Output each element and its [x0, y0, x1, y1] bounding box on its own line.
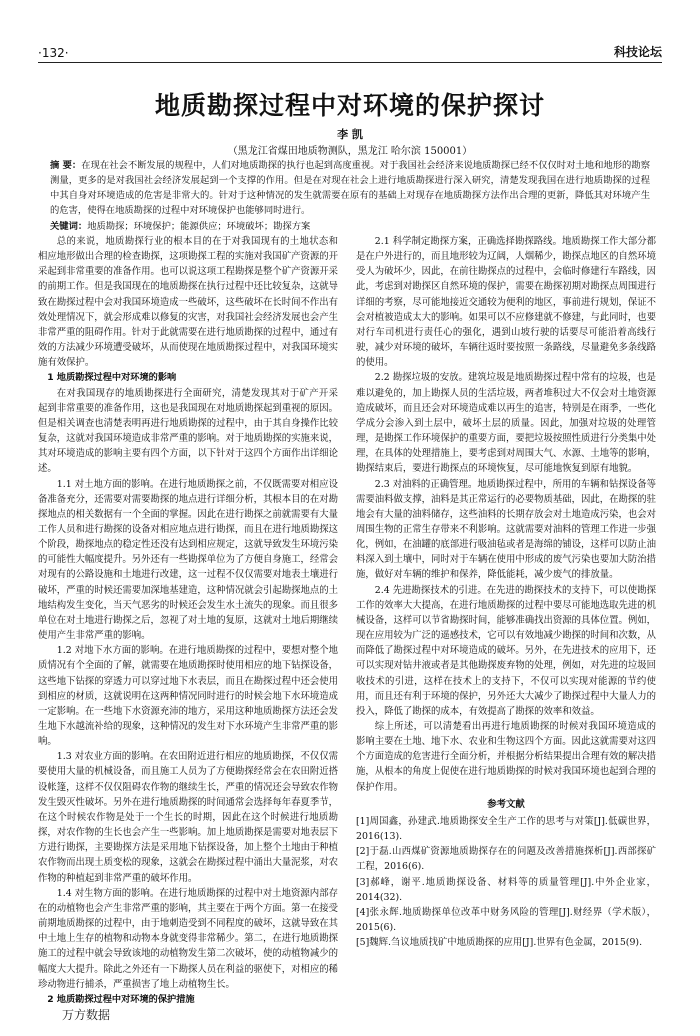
paragraph: 总的来说，地质勘探行业的根本目的在于对我国现有的土地状态和相应地形做出合理的检查勘探，这项勘探工程的实施对我国矿产资源的开采起到非常重要的准备作用。也可以说这项工程勘探是整个矿产资源开采的前期工作。但是我国现在的地质勘探在执行过程中还比较复杂，这就导致在勘探过程中会对我国环境造成一些破坏，这些破坏在长时间不作出有效处理情况下，就会形成难以修复的灾害，对我国社会经济发展也会产生非常严重的阻碍作用。针对于此就需要在进行地质勘探的过程中，通过有效的方法减少环境遭受破坏，从而使现在地质勘探过程中，对我国环境实施有效保护。 — [38, 236, 339, 369]
right-column — [356, 234, 656, 994]
watermark-footer: 万方数据 — [62, 1008, 111, 1022]
paragraph: 2.1 科学制定勘探方案，正确选择勘探路线。地质勘探工作大部分都是在户外进行的，而且地形较为辽阔，人烟稀少，勘探点地区的自然环境受人为破坏少，因此，在前往勘探点的过程中，会临时修建行车路线，因此，考虑到对勘探区自然环境的保护，需要在勘探初期对勘探点周围进行详细的考察，尽可能地接近交通较为便利的地区，事前进行规划，保证不会对植被造成太大的影响。如果可以不应修建就不修建，与此同时，也要对行车司机进行责任心的强化，遇到山坡行驶的话要尽可能沿着高线行驶，减少对环境的破坏，车辆往返时要按照一条路线，尽量避免多条线路的使用。 — [356, 236, 657, 369]
reference-item: [5]魏辉.刍议地质找矿中地质勘探的应用[J].世界有色金属，2015(9). — [356, 937, 643, 949]
abstract-label: 摘 要： — [50, 160, 82, 171]
references-heading: 参考文献 — [487, 798, 525, 810]
paragraph: 1.1 对土地方面的影响。在进行地质勘探之前，不仅既需要对相应设备准备充分，还需要对需要勘探的地点进行详细分析，其根本目的在对勘探地点的相关数据有一个全面的掌握。因此在进行勘探之前就需要有大量工作人员和进行勘探的设备对相应地点进行勘探，而且在进行地质勘探这个阶段，勘探地点的稳定性还没有达到相应规定，这就导致发生环境污染的可能性大幅度提升。另外还有一些勘探单位为了方便自身施工，经常会对现有的公路设施和土地进行改建，这一过程不仅仅需要对地表土壤进行破坏，严重的时候还需要加深地基建造，这种情况就会引起勘探地点的土地结构发生变化，当天气恶劣的时候还会发生水土流失的现象。而且很多单位在对土地进行勘探之后，忽视了对土地的复原，这就对土地后期继续使用产生非常严重的影响。 — [38, 478, 339, 642]
paragraph: 1.2 对地下水方面的影响。在进行地质勘探的过程中，要想对整个地质情况有个全面的了解，就需要在地质勘探时使用相应的地下钻探设备，这些地下钻探的穿透力可以穿过地下水表层，而且在勘探过程中还会使用到相应的材质，这就说明在这两种情况同时进行的时候会地下水环境造成一定影响。在一些地下水资源充沛的地方，采用这种地质勘探方法还会发生地下水越流补给的现象，这种情况的发生对下水环境产生非常严重的影响。 — [38, 645, 339, 748]
section-heading: 2 地质勘探过程中对环境的保护措施 — [47, 993, 195, 1005]
affiliation: （黑龙江省煤田地质物测队，黑龙江 哈尔滨 150001） — [227, 146, 473, 157]
journal-section: 科技论坛 — [613, 45, 662, 59]
header-rule — [38, 62, 662, 63]
author: 李 凯 — [337, 128, 363, 141]
paragraph: 1.4 对生物方面的影响。在进行地质勘探的过程中对土地资源内部存在的动植物也会产生非常严重的影响，其主要在于两个方面。第一在接受前期地质勘探的过程中，由于地刺造受到不同程度的破坏，这就导致在其中土地上生存的植物和动物本身就变得非常稀少。第二，在进行地质勘探施工的过程中就会导致该地的动植物发生第二次破坏，使的动植物减少的幅度大大提升。除此之外还有一下勘探人员在利益的驱使下，对相应的稀珍动物进行捕杀，严重损害了地上动植物生长。 — [38, 887, 339, 990]
paragraph: 2.3 对油料的正确管理。地质勘探过程中，所用的车辆和钻探设备等需要油料做支撑，油料是其正常运行的必要物质基础，因此，在勘探的驻地会有大量的油料储存，这些油料的长期存放会对土地造成污染，也会对周围生物的正常生存带来不利影响。这就需要对油料的管理工作进一步强化，例如，在油罐的底部进行吸油毡或者是海绵的铺设，这样可以防止油料深入到土壤中，同时对于车辆在使用中形成的废气污染也要加大防治措施，做好对车辆的维护和保养，降低能耗，减少废气的排放量。 — [356, 478, 657, 581]
abstract — [50, 158, 650, 218]
paragraph: 综上所述，可以清楚看出再进行地质勘探的时候对我国环境造成的影响主要在土地、地下水、农业和生物这四个方面。因此这就需要对这四个方面造成的危害进行全面分析，并根据分析结果提出合理有效的解决措施，从根本的角度上促使在进行地质勘探的时候对我国环境也起到合理的保护作用。 — [356, 721, 657, 793]
article-title: 地质勘探过程中对环境的保护探讨 — [154, 91, 545, 120]
reference-item: [3]郝峰，谢平.地质勘探设备、材料等的质量管理[J].中外企业家，2014(32). — [356, 876, 656, 903]
keywords-text: 地质勘探；环境保护；能源供应；环境破坏；勘探方案 — [87, 221, 311, 232]
paragraph: 2.2 勘探垃圾的安放。建筑垃圾是地质勘探过程中常有的垃圾，也是难以避免的，加上勘探人员的生活垃圾，两者堆积过大不仅会对土地资源造成破坏，而且还会对环境造成难以再生的追害，特别是在雨季，一些化学成分会渗入到土层中，破坏土层的质量。因此，加强对垃圾的处理管理，是勘探工作环境保护的重要方面，要把垃圾按照性质进行分类集中处理，在具体的处理措施上，要考虑到对周围大气、水源、土地等的影响，勘探结束后，要进行勘探点的环境恢复，尽可能地恢复到原有地貌。 — [356, 372, 657, 475]
reference-item: [2]于磊.山西煤矿资源地质勘探存在的问题及改善措施探析[J].西部探矿工程，2016(6). — [356, 846, 656, 873]
page-number: ·132· — [38, 46, 69, 60]
keywords — [50, 218, 650, 232]
left-column — [38, 234, 339, 1005]
paragraph: 2.4 先进勘探技术的引进。在先进的勘探技术的支持下，可以使勘探工作的效率大大提高，在进行地质勘探的过程中要尽可能地选取先进的机械设备，这样可以节省勘探时间，能够准确找出资源的具体位置。例如，现在应用较为广泛的遥感技术，它可以有效地减少勘探的时间和次数，从而降低了勘探过程中对环境造成的破坏。另外，在先进技术的应用下，还可以实现对钻井液或者是其他勘探废弃物的处理，例如，对先进的垃圾回收技术的引进，这样在技术上的支持下，不仅可以实现对能源的节约使用，而且还有利于环境的保护，另外还大大减少了勘探过程中大量人力的投入，降低了勘探的成本，有效提高了勘探的效率和效益。 — [356, 584, 657, 717]
paragraph: 1.3 对农业方面的影响。在农田附近进行相应的地质勘探，不仅仅需要使用大量的机械设备，而且施工人员为了方便勘探经常会在农田附近搭设帐篷，这样不仅仅阻碍农作物的继续生长，严重的情况还会导致农作物发生毁灭性破坏。另外在进行地质勘探的时间通常会选择每年春夏季节，在这个时候农作物是处于一个生长的时期，因此在这个时候进行地质勘探，对农作物的生长也会产生一些影响。加上地质勘探是需要对地表层下方进行勘探，主要勘探方法是采用地下钻探设备，加上整个土地由于种植农作物而出现土质变松的现象，这就会在勘探过程中涌出大量泥浆，对农作物的种植起到非常严重的破坏作用。 — [38, 751, 339, 884]
reference-item: [1]周国鑫，孙建武.地质勘探安全生产工作的思考与对策[J].低碳世界，2016(13). — [356, 815, 656, 843]
keywords-label: 关键词： — [50, 221, 88, 232]
running-header — [38, 40, 662, 60]
paragraph: 在对我国现存的地质勘探进行全面研究，清楚发现其对于矿产开采起到非常重要的准备作用，这也是我国现在对地质勘探起到重视的原因。但是相关调查也清楚表明再进行地质勘探的过程中，由于其自身操作比较复杂，这就对我国环境造成非常严重的影响。对于地质勘探的实施来说，其对环境造成的影响主要有四个方面，以下针对于这四个方面作出详细论述。 — [38, 387, 339, 475]
section-heading: 1 地质勘探过程中对环境的影响 — [47, 372, 177, 384]
reference-item: [4]张永辉.地质勘探单位改革中财务风险的管理[J].财经界（学术版），2015(6). — [356, 906, 656, 934]
abstract-text: 在现在社会不断发展的规程中，人们对地质勘探的执行也起到高度重视。对于我国社会经济来说地质勘探已经不仅仅时对土地和地形的勘察测量，更多的是对我国社会经济发展起到一个支撑的作用。但是在对现在社会上进行地质勘探进行深入研究，清楚发现我国在进行地质勘探的过程中其自身对环境造成的危害是非常大的。针对于这种情况的发生就需要在原有的基础上对现存在地质勘探方法作出合理的更新，降低其对环境产生的危害，使得在地质勘探的过程中对环境保护也能够同时进行。 — [50, 160, 650, 216]
